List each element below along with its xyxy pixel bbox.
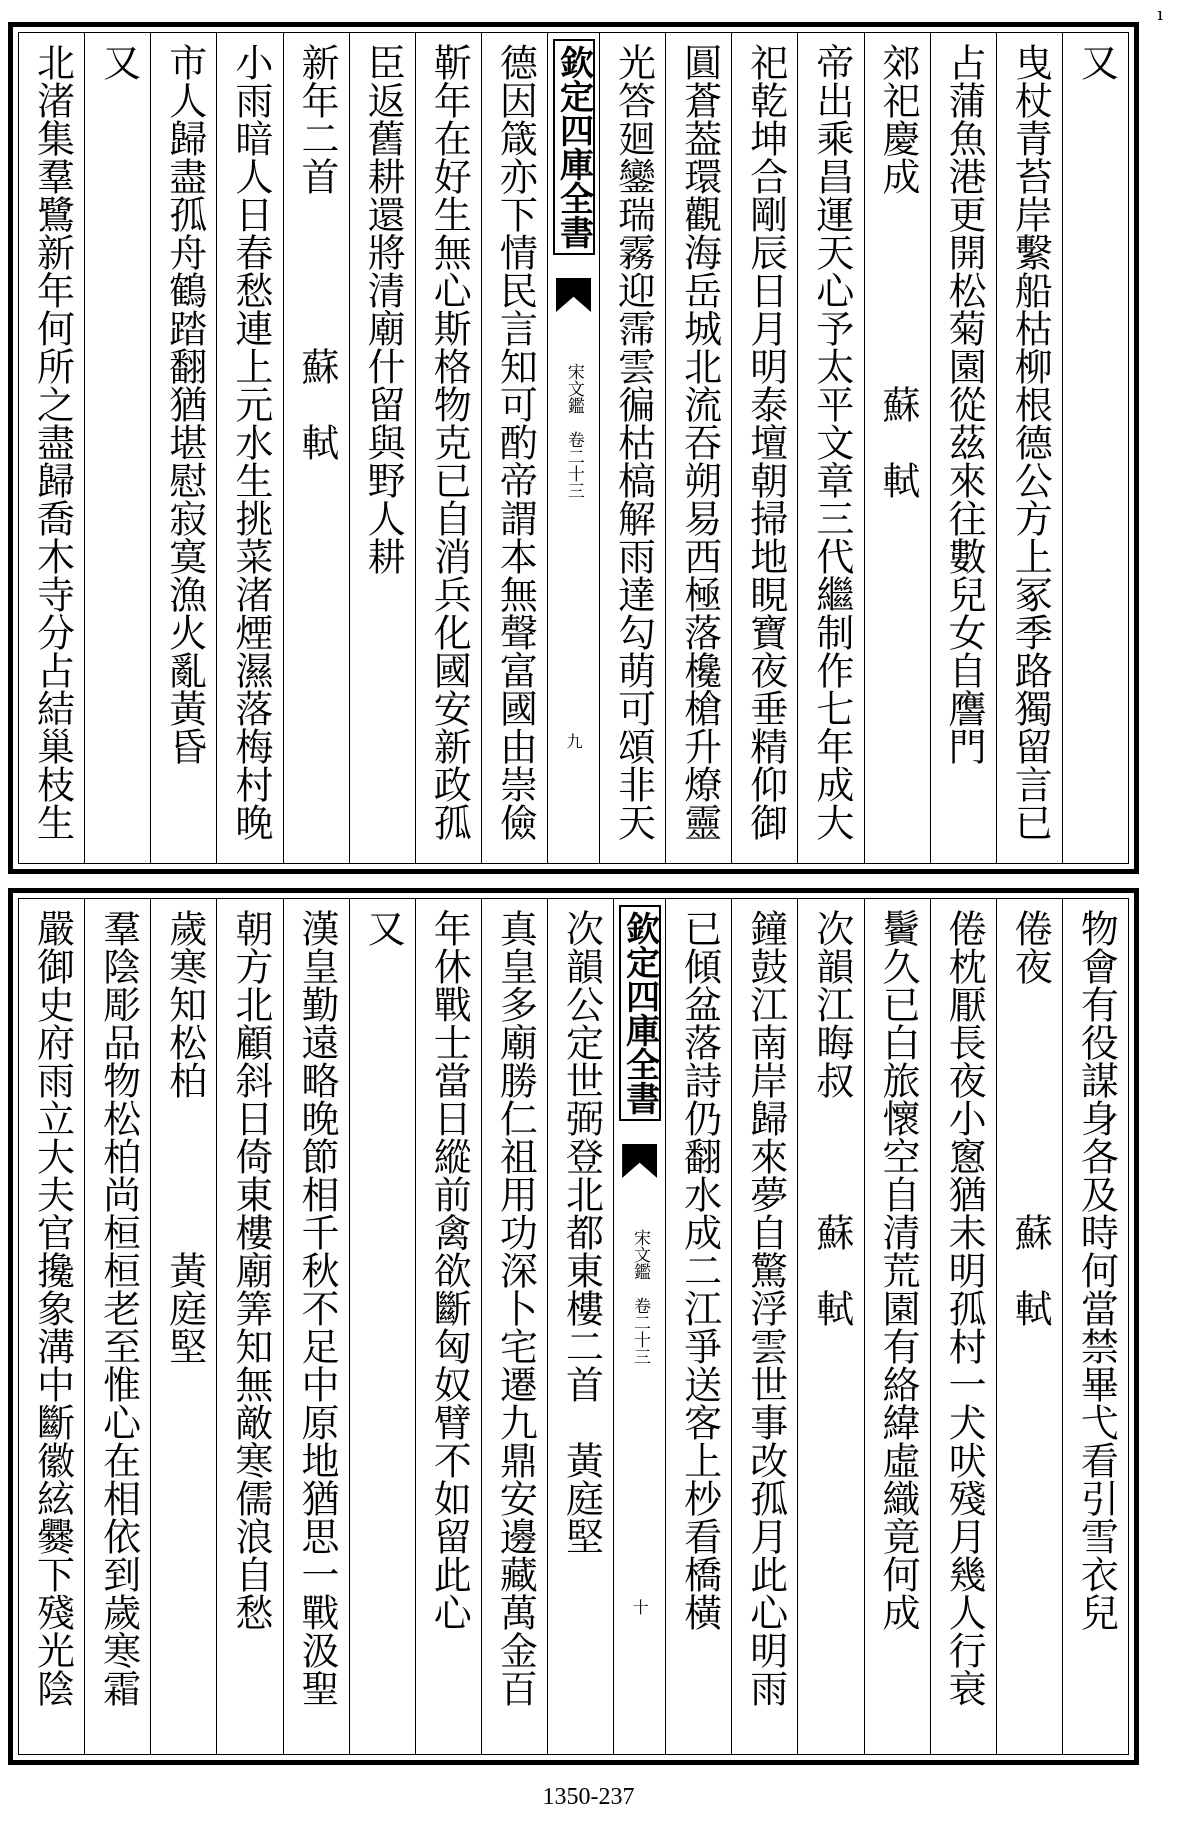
text-column: [481, 899, 547, 1754]
page-number: 十: [630, 1599, 650, 1615]
column-text: 倦夜 蘇 軾: [1008, 909, 1053, 1327]
column-text: 帝出乘昌運天心予太平文章三代繼制作七年成大: [809, 43, 854, 841]
column-text: 圓蒼葢環觀海岳城北流吞朔易西極落欃槍升燎靈: [677, 43, 722, 841]
text-column: [864, 899, 930, 1754]
volume-label: 宋文鑑 卷二十三: [563, 363, 584, 499]
text-column: [1062, 899, 1128, 1754]
column-text: 次韻公定世弼登北都東樓二首 黃庭堅: [559, 909, 604, 1555]
column-text: 鐘鼓江南岸歸來夢自驚浮雲世事改孤月此心明雨: [743, 909, 788, 1707]
column-text: 北渚集羣鷺新年何所之盡歸喬木寺分占結巢枝生: [30, 43, 75, 841]
text-column: [216, 33, 282, 863]
text-column: [547, 899, 613, 1754]
column-text: 靳年在好生無心斯格物克已自消兵化國安新政孤: [427, 43, 472, 841]
folio-number: 1350-237: [542, 1784, 635, 1810]
column-text: 羣陰彫品物松柏尚桓桓老至惟心在相依到歲寒霜: [96, 909, 141, 1707]
top-page-columns: [18, 32, 1129, 864]
bottom-page: [8, 888, 1139, 1765]
bottom-page-columns: [18, 898, 1129, 1755]
text-column: [864, 33, 930, 863]
column-text: 德因箴亦下情民言知可酌帝謂本無聲富國由崇儉: [493, 43, 538, 841]
text-column: [665, 33, 731, 863]
column-text: 新年二首 蘇 軾: [294, 43, 339, 461]
text-column: [599, 33, 665, 863]
corner-mark: ı: [1157, 4, 1163, 25]
fish-tail-mark: [622, 1144, 657, 1178]
text-column: [930, 899, 996, 1754]
column-text: 年休戰士當日縱前禽欲斷匈奴臂不如留此心: [427, 909, 472, 1631]
text-column: [481, 33, 547, 863]
text-column: [930, 33, 996, 863]
text-column: [731, 899, 797, 1754]
text-column: [150, 899, 216, 1754]
center-fold: [613, 899, 665, 1754]
column-text: 郊祀慶成 蘇 軾: [875, 43, 920, 499]
column-text: 又: [361, 909, 406, 947]
volume-label: 宋文鑑 卷二十三: [629, 1229, 650, 1365]
text-column: [349, 899, 415, 1754]
column-text: 歲寒知松柏 黃庭堅: [162, 909, 207, 1365]
text-column: [415, 899, 481, 1754]
column-text: 鬢久已白旅懷空自清荒園有絡緯虛織竟何成: [875, 909, 920, 1631]
text-column: [84, 33, 150, 863]
text-column: [797, 899, 863, 1754]
text-column: [19, 899, 84, 1754]
collection-title: 欽定四庫全書: [619, 905, 661, 1121]
text-column: [349, 33, 415, 863]
column-text: 真皇多廟勝仁祖用功深卜宅遷九鼎安邊藏萬金百: [493, 909, 538, 1707]
column-text: 祀乾坤合剛辰日月明泰壇朝掃地睍寶夜垂精仰御: [743, 43, 788, 841]
text-column: [415, 33, 481, 863]
text-column: [84, 899, 150, 1754]
text-column: [996, 899, 1062, 1754]
column-text: 臣返舊耕還將清廟什留與野人耕: [361, 43, 406, 575]
column-text: 倦枕厭長夜小窻猶未明孤村一犬吠殘月幾人行衰: [942, 909, 987, 1707]
text-column: [283, 33, 349, 863]
column-text: 嚴御史府雨立大夫官攙象溝中斷徽絃爨下殘光陰: [30, 909, 75, 1707]
column-text: 市人歸盡孤舟鶴踏翻猶堪慰寂寞漁火亂黃昏: [162, 43, 207, 765]
column-text: 曳杖青苔岸繫船枯柳根德公方上冢季路獨留言已: [1008, 43, 1053, 841]
column-text: 又: [96, 43, 141, 81]
column-text: 次韻江晦叔 蘇 軾: [809, 909, 854, 1327]
column-text: 物會有役謀身各及時何當禁畢弋看引雪衣兒: [1074, 909, 1119, 1631]
text-column: [797, 33, 863, 863]
page-number: 九: [564, 733, 583, 749]
column-text: 又: [1074, 43, 1119, 81]
column-text: 占蒲魚港更開松菊園從茲來往數兒女自譍門: [942, 43, 987, 765]
text-column: [216, 899, 282, 1754]
fish-tail-mark: [556, 278, 591, 312]
text-column: [150, 33, 216, 863]
text-column: [996, 33, 1062, 863]
column-text: 朝方北顧斜日倚東樓廟筭知無敵寒儒浪自愁: [228, 909, 273, 1631]
text-column: [283, 899, 349, 1754]
text-column: [19, 33, 84, 863]
text-column: [665, 899, 731, 1754]
text-column: [1062, 33, 1128, 863]
column-text: 光答廻鑾瑞霧迎霈雲徧枯槁解雨達勾萌可頌非天: [611, 43, 656, 841]
center-fold: [547, 33, 599, 863]
column-text: 小雨暗人日春愁連上元水生挑菜渚煙濕落梅村晚: [228, 43, 273, 841]
collection-title: 欽定四庫全書: [553, 39, 595, 255]
top-page: [8, 22, 1139, 874]
text-column: [731, 33, 797, 863]
column-text: 已傾盆落詩仍翻水成二江爭送客上杪看橋橫: [677, 909, 722, 1631]
column-text: 漢皇勤遠略晚節相千秋不足中原地猶思一戰汲聖: [294, 909, 339, 1707]
